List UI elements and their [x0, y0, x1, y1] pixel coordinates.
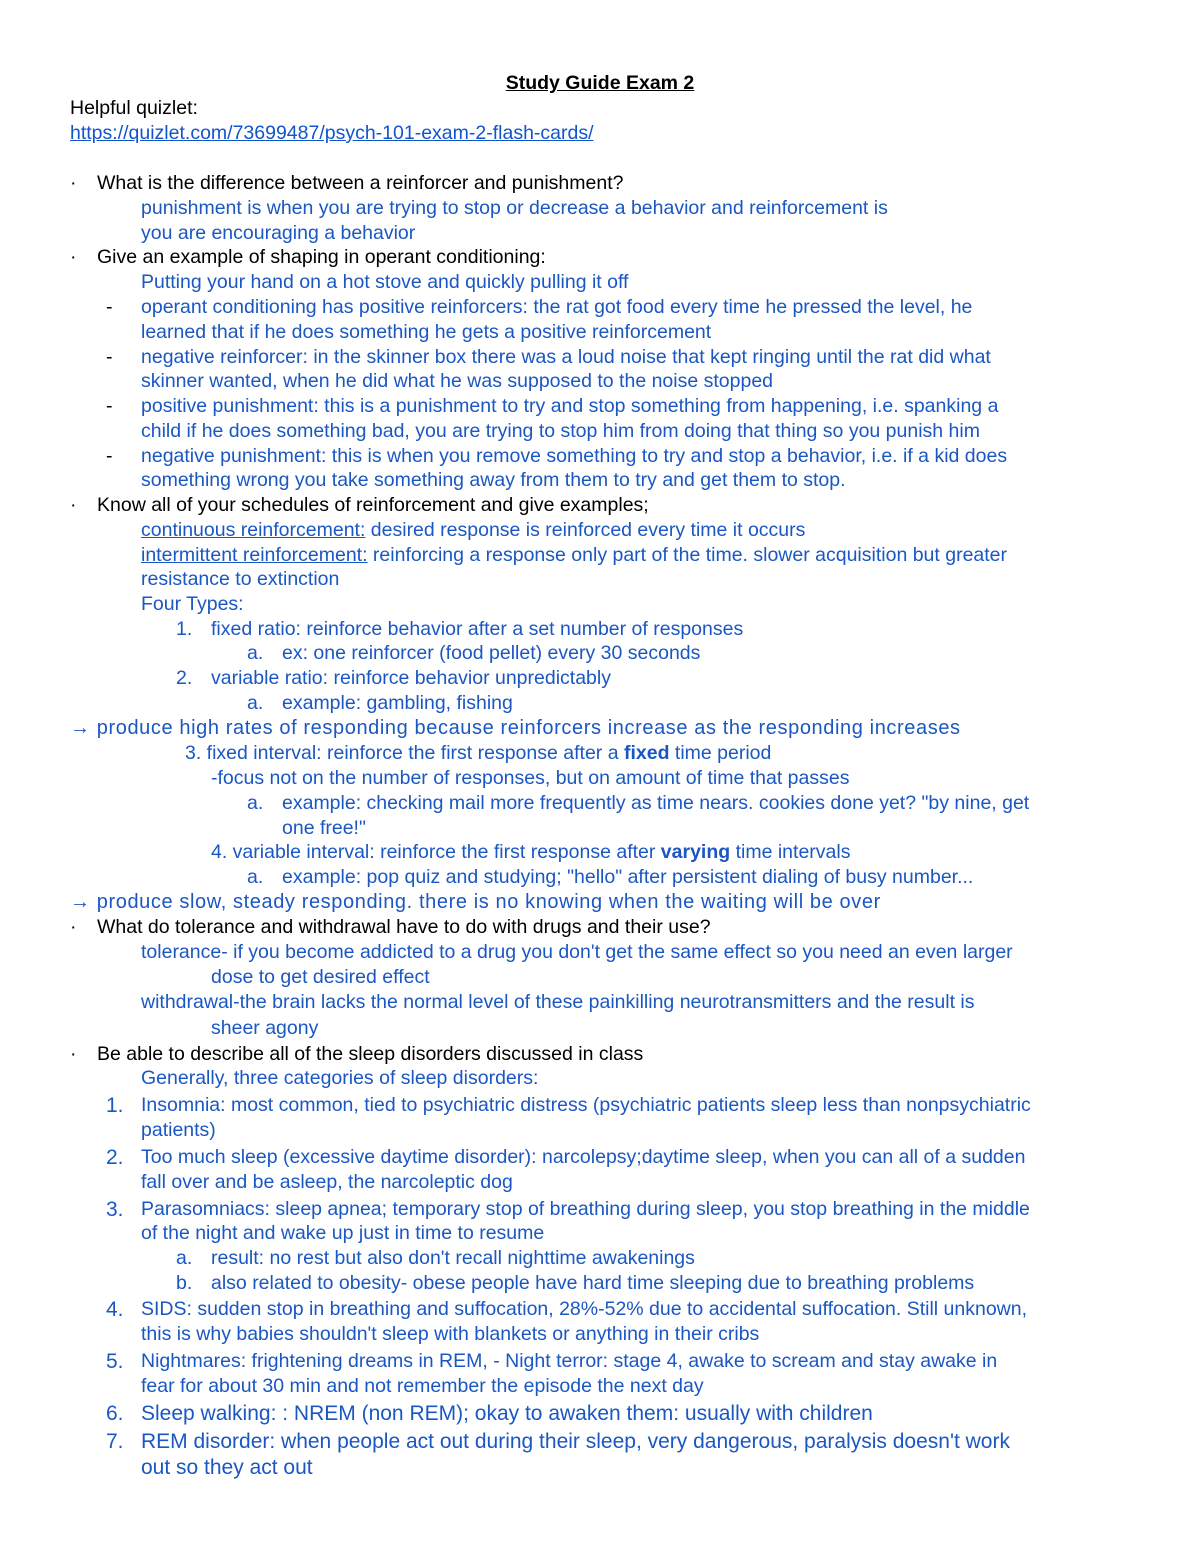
four-types-heading: Four Types: — [141, 593, 244, 615]
list-item: positive punishment: this is a punishment to try and stop something from happening, i.e. spanking a — [141, 395, 999, 417]
sleep-disorder-rem-disorder: REM disorder: when people act out during their sleep, very dangerous, paralysis doesn't work — [141, 1430, 1010, 1453]
answer-line: Putting your hand on a hot stove and quickly pulling it off — [141, 271, 629, 293]
tolerance-definition: tolerance- if you become addicted to a drug you don't get the same effect so you need an even larger — [141, 941, 1013, 963]
list-item-continued: something wrong you take something away from them to try and get them to stop. — [141, 469, 846, 491]
example-line: example: checking mail more frequently as time nears. cookies done yet? "by nine, get — [282, 792, 1030, 814]
emphasis-text: varying — [660, 841, 731, 863]
list-letter: a. — [247, 866, 264, 888]
list-item-continued: out so they act out — [141, 1456, 313, 1479]
example-line: example: pop quiz and studying; "hello" after persistent dialing of busy number... — [282, 866, 974, 888]
list-letter: a. — [247, 642, 264, 664]
intermittent-reinforcement-line — [141, 543, 1007, 568]
list-letter: a. — [247, 792, 264, 814]
example-line: example: gambling, fishing — [282, 692, 513, 714]
list-item-continued: fear for about 30 min and not remember the episode the next day — [141, 1375, 704, 1397]
withdrawal-definition-continued: sheer agony — [211, 1017, 319, 1039]
answer-line: you are encouraging a behavior — [141, 222, 416, 244]
quizlet-link[interactable]: https://quizlet.com/73699487/psych-101-exam-2-flash-cards/ — [70, 122, 594, 144]
list-item-continued: fall over and be asleep, the narcoleptic dog — [141, 1171, 513, 1193]
dash-marker: - — [106, 296, 113, 318]
list-item-continued: skinner wanted, when he did what he was supposed to the noise stopped — [141, 370, 774, 392]
list-letter: a. — [176, 1247, 193, 1269]
definition-text: reinforcing a response only part of the time. slower acquisition but greater — [367, 544, 1008, 566]
term-intermittent-reinforcement: intermittent reinforcement: — [141, 544, 368, 566]
definition-text: desired response is reinforced every time it occurs — [365, 519, 806, 541]
interval-schedules-note: → produce slow, steady responding. there is no knowing when the waiting will be over — [70, 891, 881, 913]
sleep-disorder-sids: SIDS: sudden stop in breathing and suffocation, 28%-52% due to accidental suffocation. Still unknown, — [141, 1298, 1028, 1320]
schedule-text: time period — [669, 742, 772, 764]
answer-line: punishment is when you are trying to stop or decrease a behavior and reinforcement is — [141, 197, 888, 219]
list-number: 4. — [106, 1298, 124, 1321]
list-number: 1. — [176, 618, 193, 640]
schedule-note: -focus not on the number of responses, but on amount of time that passes — [211, 767, 850, 789]
bullet-marker: · — [70, 916, 77, 938]
schedule-fixed-interval — [185, 741, 771, 766]
schedule-text: time intervals — [730, 841, 851, 863]
bullet-marker: · — [70, 494, 77, 516]
question-tolerance-withdrawal: What do tolerance and withdrawal have to do with drugs and their use? — [97, 916, 711, 938]
list-item: negative reinforcer: in the skinner box there was a loud noise that kept ringing until the rat did what — [141, 346, 991, 368]
page-title: Study Guide Exam 2 — [505, 72, 695, 94]
ratio-schedules-note: → produce high rates of responding because reinforcers increase as the responding increases — [70, 717, 961, 739]
list-number: 1. — [106, 1094, 124, 1117]
withdrawal-definition: withdrawal-the brain lacks the normal level of these painkilling neurotransmitters and the result is — [141, 991, 975, 1013]
schedule-text: 4. variable interval: reinforce the first response after — [211, 841, 661, 863]
list-number: 7. — [106, 1430, 124, 1453]
list-letter: b. — [176, 1272, 193, 1294]
list-number: 5. — [106, 1350, 124, 1373]
list-item-continued: patients) — [141, 1119, 216, 1141]
question-sleep-disorders: Be able to describe all of the sleep disorders discussed in class — [97, 1043, 644, 1065]
schedule-variable-interval — [211, 840, 850, 865]
list-item-continued: child if he does something bad, you are trying to stop him from doing that thing so you punish him — [141, 420, 980, 442]
list-number: 2. — [106, 1146, 124, 1169]
helpful-label: Helpful quizlet: — [70, 97, 198, 119]
sleep-disorder-too-much-sleep: Too much sleep (excessive daytime disorder): narcolepsy;daytime sleep, when you can all of a sudden — [141, 1146, 1026, 1168]
question-schedules: Know all of your schedules of reinforcement and give examples; — [97, 494, 649, 516]
list-item: operant conditioning has positive reinforcers: the rat got food every time he pressed the level, he — [141, 296, 973, 318]
tolerance-definition-continued: dose to get desired effect — [211, 966, 430, 988]
question-reinforcer-vs-punishment: What is the difference between a reinforcer and punishment? — [97, 172, 624, 194]
bullet-marker: · — [70, 1043, 77, 1065]
list-item-continued: learned that if he does something he gets a positive reinforcement — [141, 321, 712, 343]
list-item-continued: this is why babies shouldn't sleep with blankets or anything in their cribs — [141, 1323, 760, 1345]
dash-marker: - — [106, 395, 113, 417]
sleep-disorder-insomnia: Insomnia: most common, tied to psychiatric distress (psychiatric patients sleep less than nonpsychiatric — [141, 1094, 1031, 1116]
continuous-reinforcement-line — [141, 518, 805, 543]
sleep-disorder-sleep-walking: Sleep walking: : NREM (non REM); okay to awaken them: usually with children — [141, 1402, 873, 1425]
sleep-disorder-nightmares: Nightmares: frightening dreams in REM, - Night terror: stage 4, awake to scream and stay awake in — [141, 1350, 998, 1372]
term-continuous-reinforcement: continuous reinforcement: — [141, 519, 366, 541]
list-number: 2. — [176, 667, 193, 689]
list-number: 3. — [106, 1198, 124, 1221]
list-number: 6. — [106, 1402, 124, 1425]
dash-marker: - — [106, 445, 113, 467]
definition-continued: resistance to extinction — [141, 568, 340, 590]
schedule-text: 3. fixed interval: reinforce the first response after a — [185, 742, 624, 764]
schedule-fixed-ratio: fixed ratio: reinforce behavior after a set number of responses — [211, 618, 744, 640]
schedule-variable-ratio: variable ratio: reinforce behavior unpredictably — [211, 667, 611, 689]
question-shaping: Give an example of shaping in operant conditioning: — [97, 246, 546, 268]
list-letter: a. — [247, 692, 264, 714]
list-item-continued: of the night and wake up just in time to resume — [141, 1222, 545, 1244]
example-line: ex: one reinforcer (food pellet) every 30 seconds — [282, 642, 701, 664]
bullet-marker: · — [70, 172, 77, 194]
sleep-disorders-intro: Generally, three categories of sleep disorders: — [141, 1067, 539, 1089]
example-line-continued: one free!" — [282, 817, 366, 839]
sleep-disorder-parasomniacs: Parasomniacs: sleep apnea; temporary stop of breathing during sleep, you stop breathing in the middle — [141, 1198, 1030, 1220]
sub-item: also related to obesity- obese people have hard time sleeping due to breathing problems — [211, 1272, 975, 1294]
sub-item: result: no rest but also don't recall nighttime awakenings — [211, 1247, 695, 1269]
emphasis-text: fixed — [623, 742, 670, 764]
dash-marker: - — [106, 346, 113, 368]
bullet-marker: · — [70, 246, 77, 268]
list-item: negative punishment: this is when you remove something to try and stop a behavior, i.e. if a kid does — [141, 445, 1008, 467]
